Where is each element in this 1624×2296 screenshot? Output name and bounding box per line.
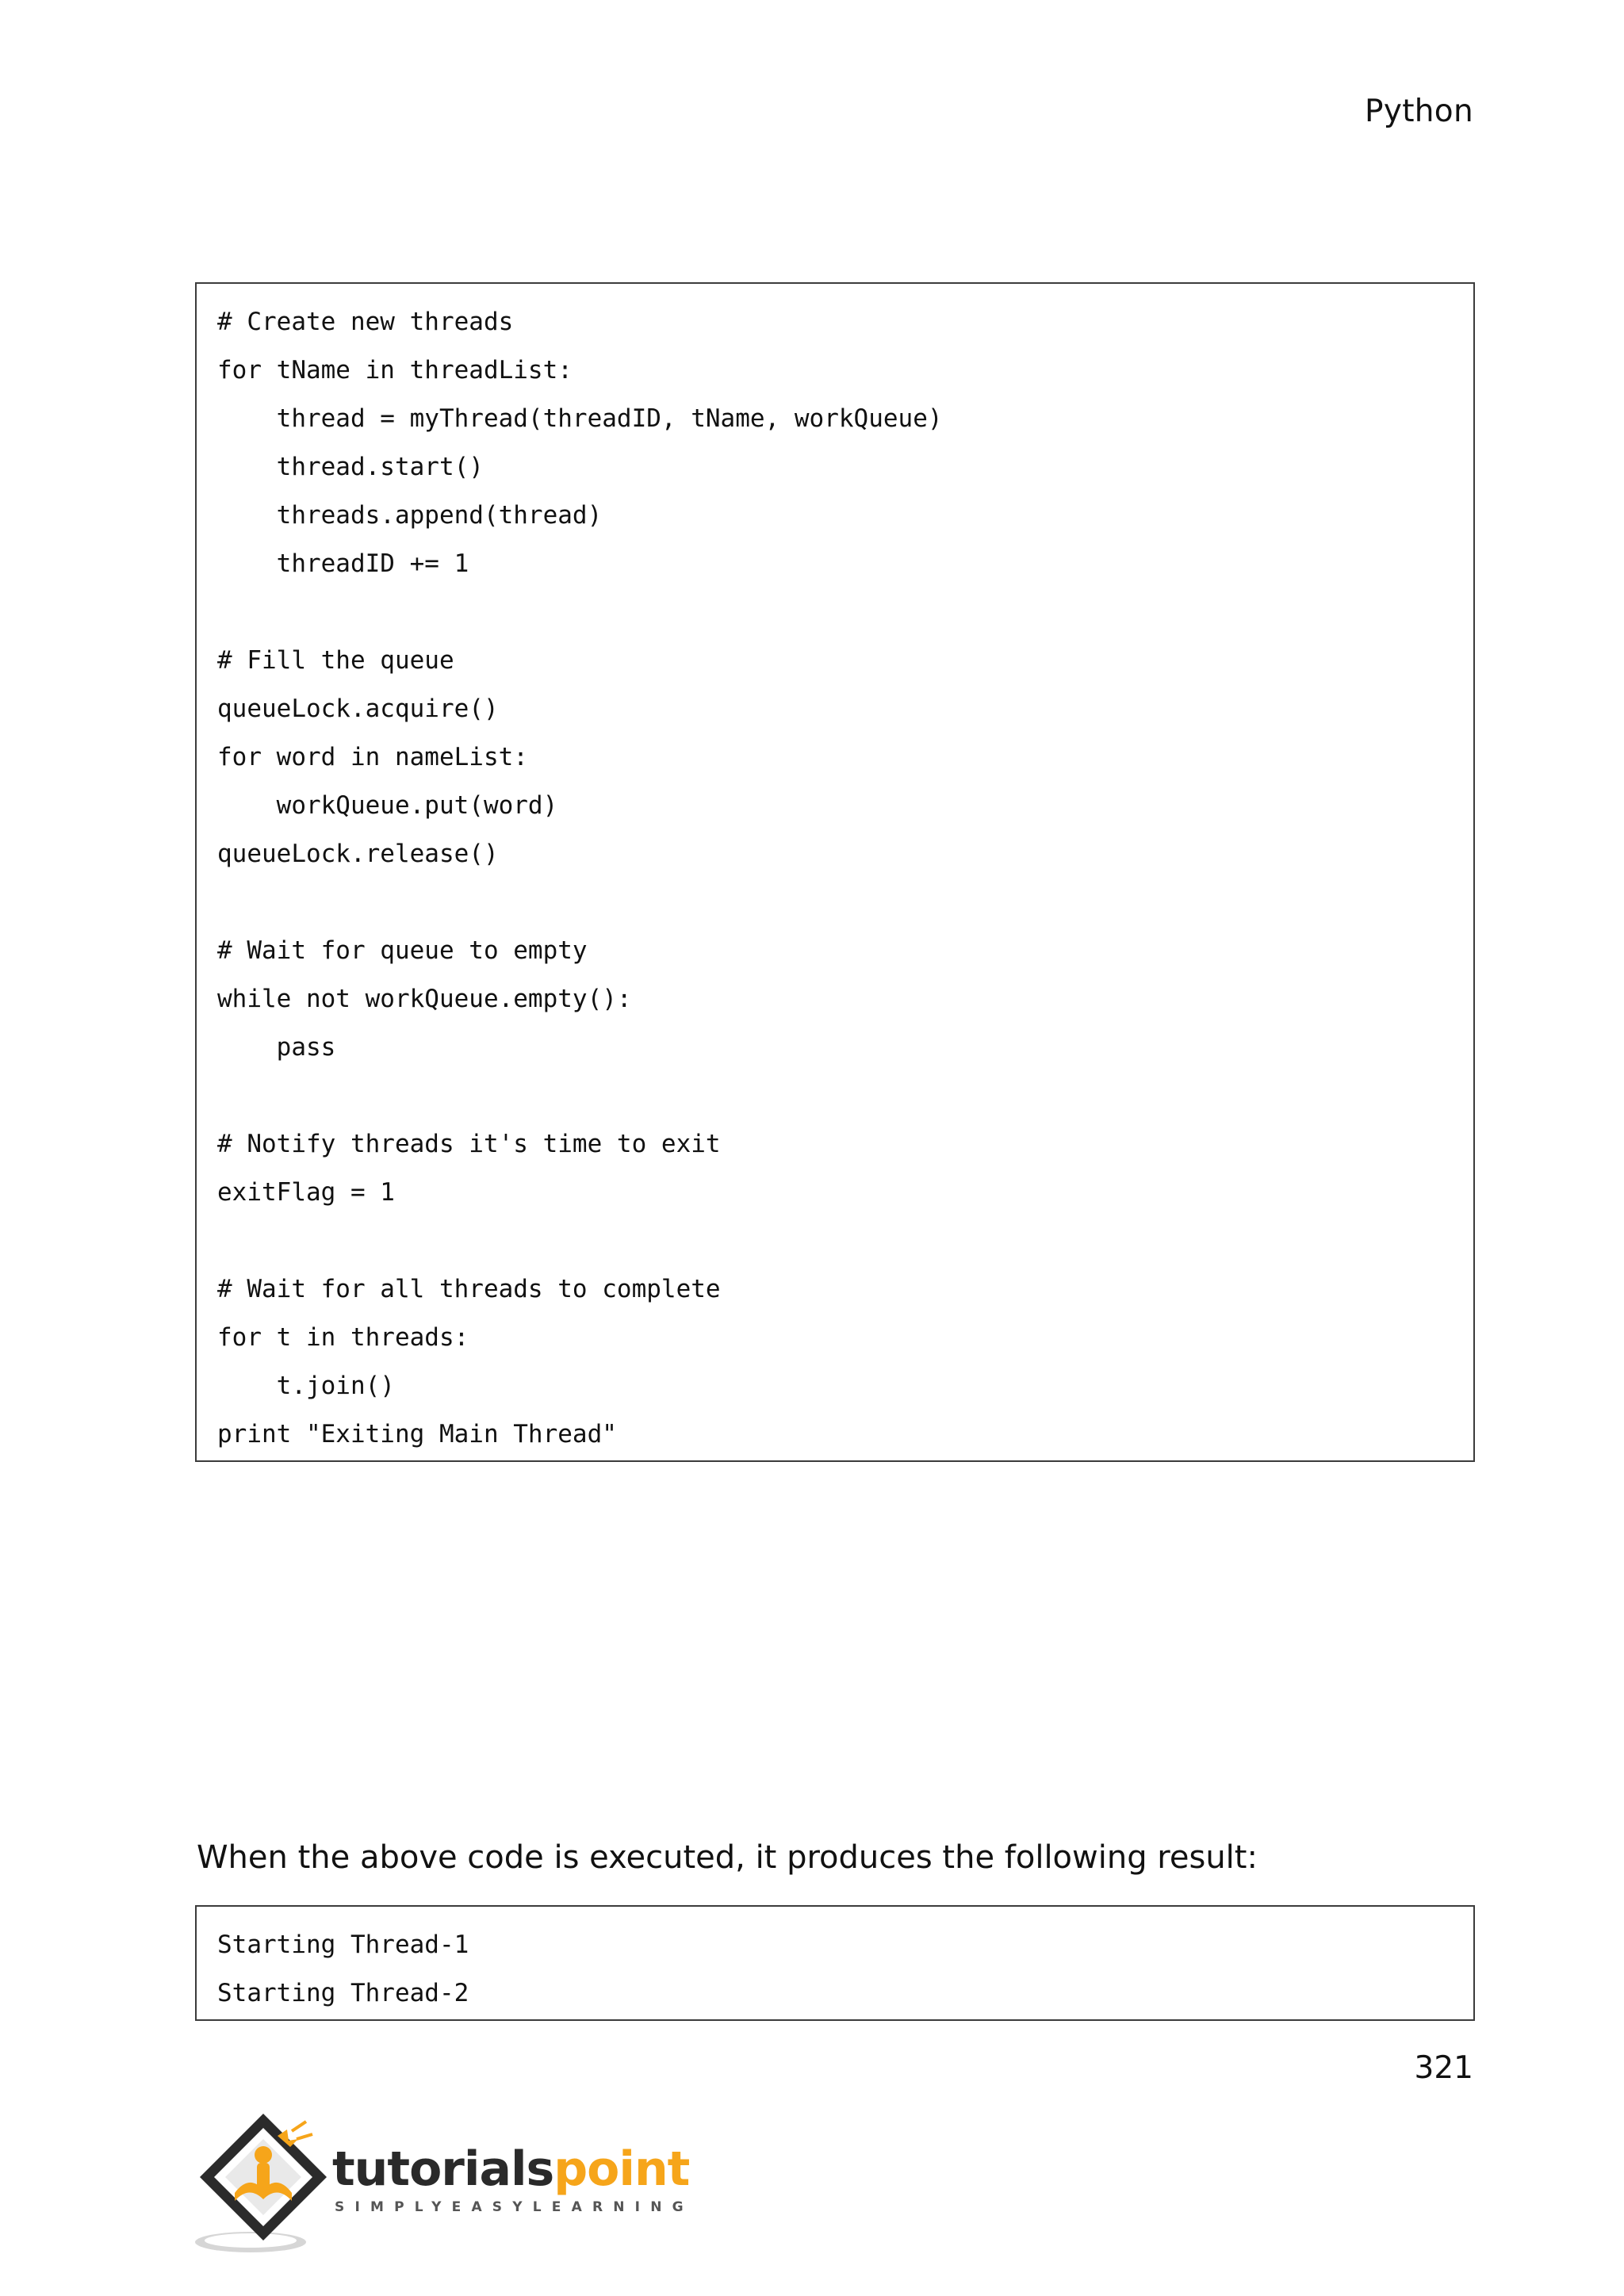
logo-wordmark	[332, 2141, 690, 2197]
code-line: print "Exiting Main Thread"	[217, 1420, 617, 1448]
code-line	[217, 878, 1473, 927]
code-block	[195, 282, 1475, 1462]
code-line	[217, 588, 1473, 637]
code-line: for word in nameList:	[217, 743, 528, 771]
code-line: queueLock.acquire()	[217, 695, 499, 723]
result-intro-text: When the above code is executed, it produces the following result:	[197, 1839, 1258, 1876]
logo-wordmark-tutorials: tutorials	[332, 2141, 554, 2197]
code-line: threads.append(thread)	[217, 501, 603, 530]
code-line: pass	[217, 1033, 336, 1062]
code-line: # Wait for queue to empty	[217, 936, 588, 965]
result-output-block	[195, 1905, 1475, 2021]
tutorialspoint-logo	[193, 2107, 694, 2258]
code-line: for tName in threadList:	[217, 356, 573, 385]
code-line: while not workQueue.empty():	[217, 985, 632, 1013]
code-line: # Wait for all threads to complete	[217, 1275, 721, 1303]
page-number: 321	[1414, 2050, 1473, 2086]
code-line: threadID += 1	[217, 549, 469, 578]
code-line: exitFlag = 1	[217, 1178, 395, 1207]
code-line: # Notify threads it's time to exit	[217, 1130, 721, 1158]
logo-wordmark-point: point	[553, 2141, 690, 2197]
code-line: workQueue.put(word)	[217, 791, 558, 820]
code-line	[217, 1217, 1473, 1265]
code-line: # Fill the queue	[217, 646, 454, 675]
code-line	[217, 1072, 1473, 1120]
code-line: t.join()	[217, 1372, 395, 1400]
output-line: Starting Thread-1	[217, 1931, 469, 1959]
code-line: for t in threads:	[217, 1323, 469, 1352]
code-line: # Create new threads	[217, 308, 514, 336]
page-header-title: Python	[1365, 94, 1473, 129]
code-line: thread.start()	[217, 453, 484, 481]
logo-tagline: SIMPLYEASYLEARNING	[335, 2199, 694, 2215]
code-line: thread = myThread(threadID, tName, workQueue)	[217, 404, 943, 433]
code-line: queueLock.release()	[217, 840, 499, 868]
logo-emblem-icon	[193, 2107, 352, 2258]
output-line: Starting Thread-2	[217, 1979, 469, 2007]
